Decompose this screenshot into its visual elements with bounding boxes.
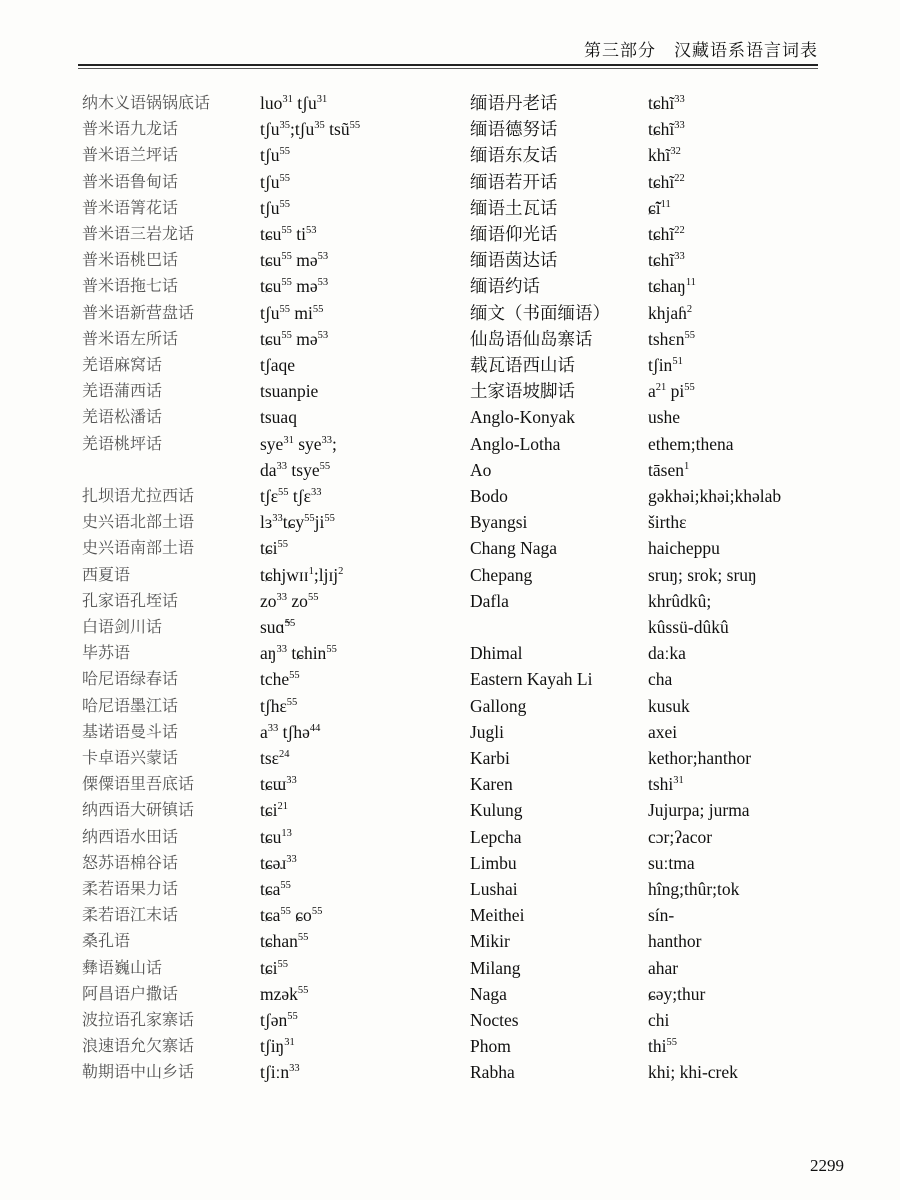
language-name: Lushai (470, 879, 518, 899)
language-name: Dhimal (470, 643, 523, 664)
language-name: 白语剑川话 (82, 617, 163, 636)
word-form: tɕa$^{55}$ (260, 879, 291, 899)
word-form: tʃən$^{55}$ (260, 1010, 298, 1030)
word-form: haicheppu (648, 538, 720, 559)
language-name: Bodo (470, 486, 508, 506)
word-form: khi; khi-crek (648, 1062, 738, 1083)
language-name: Rabha (470, 1062, 515, 1083)
language-name: Chepang (470, 564, 533, 585)
word-form: tɕhaŋ$^{11}$ (648, 276, 696, 297)
language-name: Gallong (470, 695, 527, 716)
language-name: 缅语东友话 (470, 145, 558, 166)
word-form: tʃaqe (260, 355, 295, 375)
word-form: tʃu$^{55}$ $mi^{55}$ (260, 302, 324, 323)
language-name: Milang (470, 957, 521, 978)
word-form: tʃin$^{51}$ (648, 355, 683, 375)
word-form: Jujurpa; jurma (648, 800, 750, 821)
language-name: 普米语新营盘话 (82, 302, 195, 322)
word-form: tʃu$^{55}$ (260, 145, 290, 166)
language-name: 纳西语大研镇话 (82, 800, 195, 820)
language-name: 浪速语允欠寨话 (82, 1036, 195, 1056)
word-form: tsuanpie (260, 381, 319, 402)
word-form: $zo^{33}$ $zo^{55}$ (260, 590, 319, 611)
language-name: 西夏语 (82, 564, 131, 584)
language-name: 缅语仰光话 (470, 224, 558, 244)
word-form: tʃɛ$^{55}$ tʃɛ$^{33}$ (260, 486, 322, 506)
word-form: tshɛn$^{55}$ (648, 328, 696, 349)
language-name: 普米语桃巴话 (82, 250, 179, 270)
language-name: 羌语蒲西话 (82, 381, 163, 401)
language-name: 缅语约话 (470, 276, 540, 297)
word-form: tɕu$^{55}$ mə$^{53}$ (260, 250, 329, 271)
word-form: chi (648, 1010, 670, 1030)
word-form: tɕəɹ$^{33}$ (260, 852, 297, 873)
word-form: luo$^{31}$ tʃu$^{31}$ (260, 93, 328, 113)
header-section: 第三部分 (584, 41, 656, 60)
word-form: tɕhan$^{55}$ (260, 931, 309, 952)
word-form: $aŋ^{33}$ tɕhin$^{55}$ (260, 643, 337, 664)
language-name: 纳西语水田话 (82, 826, 179, 846)
word-form: tāsen$^1$ (648, 459, 690, 480)
language-name: Chang Naga (470, 538, 557, 559)
language-name: Limbu (470, 852, 517, 873)
word-form: hanthor (648, 931, 702, 952)
language-name: Anglo-Konyak (470, 407, 575, 428)
language-name: Phom (470, 1036, 511, 1057)
running-header (584, 36, 818, 61)
language-name: 缅语丹老话 (470, 93, 558, 113)
language-name: 缅语若开话 (470, 171, 558, 192)
language-name: Lepcha (470, 826, 522, 847)
language-name: Dafla (470, 590, 509, 611)
word-form: khjaɦ$^2$ (648, 302, 693, 323)
word-form: ahar (648, 957, 679, 978)
word-form: daːka (648, 643, 686, 664)
word-form: axei (648, 721, 678, 742)
word-form: khrûdkû; (648, 590, 712, 611)
language-name: 基诺语曼斗话 (82, 721, 179, 741)
language-name: 孔家语孔垤话 (82, 590, 179, 610)
word-form: širthɛ (648, 512, 687, 533)
language-name: 阿昌语户撒话 (82, 983, 179, 1003)
language-name: 载瓦语西山话 (470, 355, 575, 375)
language-name: 彝语巍山话 (82, 957, 163, 977)
word-form: tsuaq (260, 407, 297, 428)
word-form: tʃhɛ$^{55}$ (260, 695, 298, 716)
word-form: $a^{21}$ $pi^{55}$ (648, 381, 695, 402)
word-form: $da^{33}$ tsye$^{55}$ (260, 459, 331, 480)
word-form: kethor;hanthor (648, 748, 752, 768)
word-form: cɔr;ʔacor (648, 826, 713, 847)
word-form: sruŋ; srok; sruŋ (648, 564, 757, 585)
word-form: ushe (648, 407, 681, 428)
word-form: $lɜ^{33}tɕy^{55}ji^{55}$ (260, 512, 335, 533)
word-form: sye$^{31}$ sye$^{33}$; (260, 433, 337, 454)
word-form: suɑ̃$^{55}$ (260, 617, 296, 637)
word-form: tɕi$^{55}$ (260, 957, 288, 978)
language-name: 普米语九龙话 (82, 119, 179, 139)
language-name: 缅语德努话 (470, 119, 558, 140)
language-name: Karen (470, 774, 513, 795)
language-name: 哈尼语绿春话 (82, 669, 179, 689)
word-form: suːtma (648, 852, 695, 873)
language-name: 史兴语南部土语 (82, 538, 195, 558)
word-form: tɕa$^{55}$ ɕo$^{55}$ (260, 905, 323, 926)
language-name: 普米语鲁甸话 (82, 171, 179, 191)
header-rule (78, 64, 818, 66)
language-name: 普米语箐花话 (82, 197, 179, 217)
header-rule-thin (78, 68, 818, 69)
word-form: tʃu$^{55}$ (260, 197, 290, 218)
word-form: tɕhĩ$^{33}$ (648, 250, 685, 271)
language-name: Mikir (470, 931, 510, 952)
word-form: hîng;thûr;tok (648, 879, 740, 899)
language-name: 普米语兰坪话 (82, 145, 179, 165)
language-name: 羌语松潘话 (82, 407, 163, 427)
language-name: Kulung (470, 800, 523, 821)
language-name: 史兴语北部土语 (82, 512, 195, 532)
word-form: ethem;thena (648, 433, 734, 454)
word-form: thi$^{55}$ (648, 1036, 677, 1057)
word-form: ɕəy;thur (648, 983, 706, 1004)
word-form: tɕu$^{55}$ mə$^{53}$ (260, 276, 329, 297)
header-title: 汉藏语系语言词表 (674, 41, 818, 60)
word-form: $a^{33}$ tʃhə$^{44}$ (260, 721, 321, 742)
language-name: Anglo-Lotha (470, 433, 561, 454)
language-name: 土家语坡脚话 (470, 381, 575, 402)
language-name: 波拉语孔家寨话 (82, 1010, 195, 1029)
word-form: tɕhĩ$^{33}$ (648, 119, 685, 140)
language-name: 普米语三岩龙话 (82, 224, 195, 243)
language-name: Noctes (470, 1010, 519, 1030)
word-form: tɕhjwɪɪ$^1$;ljɪj$^2$ (260, 564, 344, 585)
word-form: tʃiːn$^{33}$ (260, 1062, 300, 1083)
word-form: tche$^{55}$ (260, 669, 300, 690)
language-name: Naga (470, 983, 507, 1004)
language-name: 卡卓语兴蒙话 (82, 748, 179, 767)
language-name: 普米语拖七话 (82, 276, 179, 296)
language-name: 扎坝语尤拉西话 (82, 486, 195, 505)
word-form: tʃiŋ$^{31}$ (260, 1036, 295, 1057)
word-form: gəkhəi;khəi;khəlab (648, 486, 782, 506)
word-form: tɕhĩ$^{22}$ (648, 224, 685, 244)
language-name: Eastern Kayah Li (470, 669, 593, 690)
language-name: 羌语麻窝话 (82, 355, 163, 374)
language-name: 羌语桃坪话 (82, 433, 163, 453)
language-name: 缅语茵达话 (470, 250, 558, 271)
word-form: tshi$^{31}$ (648, 774, 684, 795)
language-name: 柔若语江末话 (82, 905, 179, 925)
language-name: Byangsi (470, 512, 528, 533)
language-name: 哈尼语墨江话 (82, 695, 179, 715)
word-form: khĩ$^{32}$ (648, 145, 681, 166)
language-name: Karbi (470, 748, 510, 768)
word-form: tɕu$^{13}$ (260, 826, 292, 847)
word-form: tʃu$^{55}$ (260, 171, 290, 192)
word-form: tɕhĩ$^{22}$ (648, 171, 685, 192)
word-form: sín- (648, 905, 675, 926)
word-form: mzək$^{55}$ (260, 983, 309, 1004)
language-name: Jugli (470, 721, 505, 742)
word-form: kusuk (648, 695, 690, 716)
word-form: tɕu$^{55}$ mə$^{53}$ (260, 328, 329, 349)
word-form: tʃu$^{35}$;tʃu$^{35}$ tsũ$^{55}$ (260, 119, 361, 140)
word-form: $ɕ̃ĩ^{11}$ (648, 197, 671, 218)
language-name: 毕苏语 (82, 643, 131, 663)
word-form: tɕhĩ$^{33}$ (648, 93, 685, 113)
language-name: Meithei (470, 905, 525, 926)
language-name: 怒苏语棉谷话 (82, 852, 179, 872)
language-name: Ao (470, 459, 492, 480)
language-name: 柔若语果力话 (82, 879, 179, 898)
language-name: 桑孔语 (82, 931, 131, 951)
language-name: 仙岛语仙岛寨话 (470, 328, 593, 349)
word-form: tɕɯ$^{33}$ (260, 774, 297, 795)
language-name: 缅文（书面缅语） (470, 302, 610, 323)
language-name: 勒期语中山乡话 (82, 1062, 195, 1082)
language-name: 纳木义语锅锅底话 (82, 93, 211, 112)
word-form: tɕu$^{55}$ $ti^{53}$ (260, 224, 317, 244)
language-name: 普米语左所话 (82, 328, 179, 348)
language-name: 傈僳语里吾底话 (82, 774, 195, 794)
language-name: 缅语土瓦话 (470, 197, 558, 218)
word-form: cha (648, 669, 673, 690)
word-form: tɕi$^{55}$ (260, 538, 288, 559)
page-number: 2299 (810, 1156, 844, 1175)
word-form: tsɛ$^{24}$ (260, 748, 290, 768)
word-form: kûssü-dûkû (648, 617, 729, 637)
word-form: tɕi$^{21}$ (260, 800, 288, 821)
